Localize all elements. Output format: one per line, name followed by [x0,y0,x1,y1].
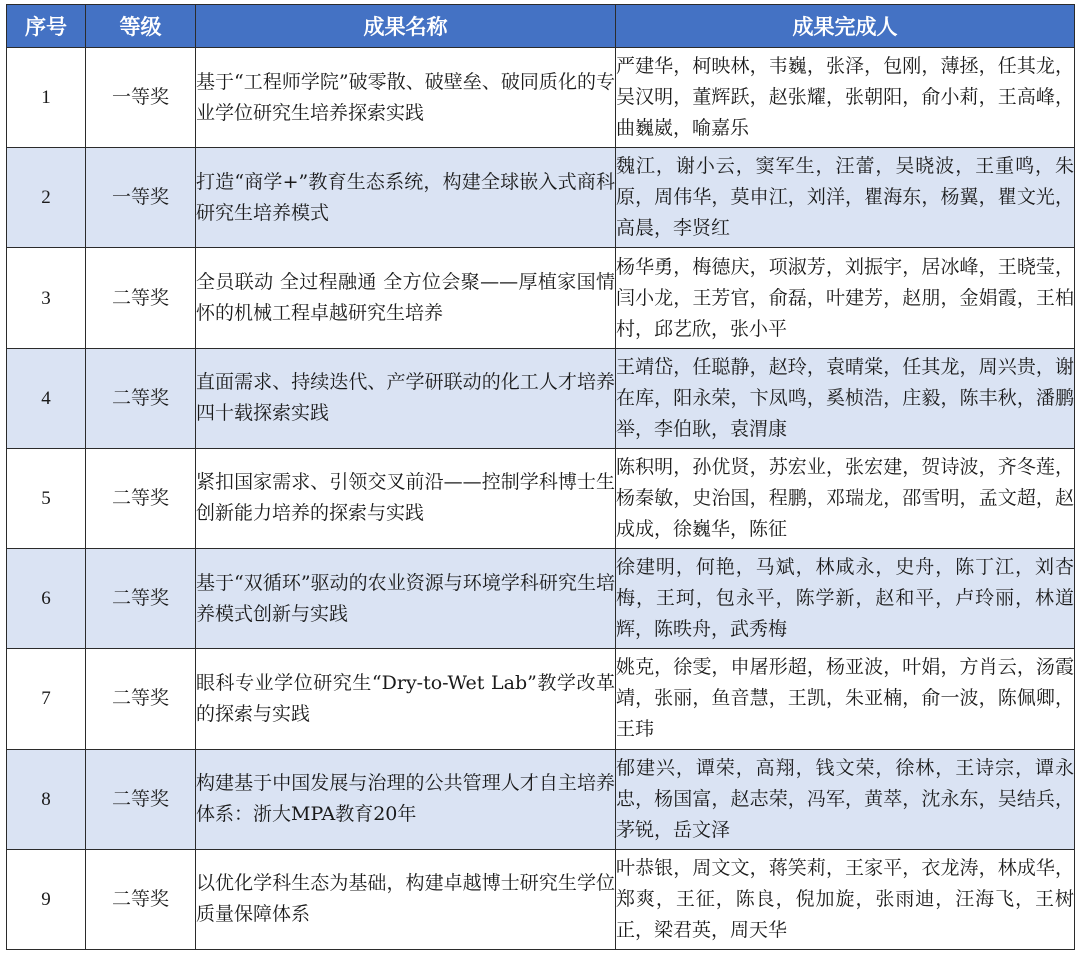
row-index: 5 [7,448,86,548]
row-people: 郁建兴，谭荣，高翔，钱文荣，徐林，王诗宗，谭永忠，杨国富，赵志荣，冯军，黄萃，沈永东，吴结兵，茅锐，岳文泽 [616,749,1075,849]
header-row [7,5,1075,48]
row-people: 叶恭银，周文文，蒋笑莉，王家平，衣龙涛，林成华，郑爽，王征，陈良，倪加旋，张雨迪，汪海飞，王树正，梁君英，周天华 [616,849,1075,949]
table-row [7,248,1075,348]
row-title: 构建基于中国发展与治理的公共管理人才自主培养体系：浙大MPA教育20年 [196,749,616,849]
row-title: 打造“商学+”教育生态系统，构建全球嵌入式商科研究生培养模式 [196,148,616,248]
row-level: 二等奖 [86,248,196,348]
row-title: 眼科专业学位研究生“Dry-to-Wet Lab”教学改革的探索与实践 [196,649,616,749]
header-index: 序号 [7,5,86,48]
header-people: 成果完成人 [616,5,1075,48]
row-level: 一等奖 [86,148,196,248]
row-index: 3 [7,248,86,348]
table-row [7,849,1075,949]
row-level: 二等奖 [86,549,196,649]
row-title: 基于“双循环”驱动的农业资源与环境学科研究生培养模式创新与实践 [196,549,616,649]
row-title: 直面需求、持续迭代、产学研联动的化工人才培养四十载探索实践 [196,348,616,448]
table-row [7,649,1075,749]
row-index: 4 [7,348,86,448]
row-level: 一等奖 [86,48,196,148]
table-row [7,48,1075,148]
row-index: 6 [7,549,86,649]
row-people: 王靖岱，任聪静，赵玲，袁晴棠，任其龙，周兴贵，谢在库，阳永荣，卞凤鸣，奚桢浩，庄毅，陈丰秋，潘鹏举，李伯耿，袁渭康 [616,348,1075,448]
table-row [7,549,1075,649]
row-level: 二等奖 [86,849,196,949]
row-people: 严建华，柯映林，韦巍，张泽，包刚，薄拯，任其龙，吴汉明，董辉跃，赵张耀，张朝阳，俞小莉，王高峰，曲巍崴，喻嘉乐 [616,48,1075,148]
row-title: 紧扣国家需求、引领交叉前沿——控制学科博士生创新能力培养的探索与实践 [196,448,616,548]
row-people: 姚克，徐雯，申屠形超，杨亚波，叶娟，方肖云，汤霞靖，张丽，鱼音慧，王凯，朱亚楠，俞一波，陈佩卿，王玮 [616,649,1075,749]
row-index: 9 [7,849,86,949]
row-people: 杨华勇，梅德庆，项淑芳，刘振宇，居冰峰，王晓莹，闫小龙，王芳官，俞磊，叶建芳，赵朋，金娟霞，王柏村，邱艺欣，张小平 [616,248,1075,348]
row-index: 8 [7,749,86,849]
row-level: 二等奖 [86,348,196,448]
awards-table [6,4,1075,950]
row-people: 徐建明，何艳，马斌，林咸永，史舟，陈丁江，刘杏梅，王珂，包永平，陈学新，赵和平，卢玲丽，林道辉，陈昳舟，武秀梅 [616,549,1075,649]
header-level: 等级 [86,5,196,48]
header-title: 成果名称 [196,5,616,48]
table-row [7,749,1075,849]
table-row [7,148,1075,248]
row-title: 全员联动 全过程融通 全方位会聚——厚植家国情怀的机械工程卓越研究生培养 [196,248,616,348]
table-row [7,348,1075,448]
row-level: 二等奖 [86,749,196,849]
row-title: 以优化学科生态为基础，构建卓越博士研究生学位质量保障体系 [196,849,616,949]
row-level: 二等奖 [86,448,196,548]
row-index: 1 [7,48,86,148]
table-row [7,448,1075,548]
row-people: 魏江，谢小云，窦军生，汪蕾，吴晓波，王重鸣，朱原，周伟华，莫申江，刘洋，瞿海东，杨翼，瞿文光，高晨，李贤红 [616,148,1075,248]
row-people: 陈积明，孙优贤，苏宏业，张宏建，贺诗波，齐冬莲，杨秦敏，史治国，程鹏，邓瑞龙，邵雪明，孟文超，赵成成，徐巍华，陈征 [616,448,1075,548]
row-title: 基于“工程师学院”破零散、破壁垒、破同质化的专业学位研究生培养探索实践 [196,48,616,148]
row-level: 二等奖 [86,649,196,749]
row-index: 2 [7,148,86,248]
row-index: 7 [7,649,86,749]
